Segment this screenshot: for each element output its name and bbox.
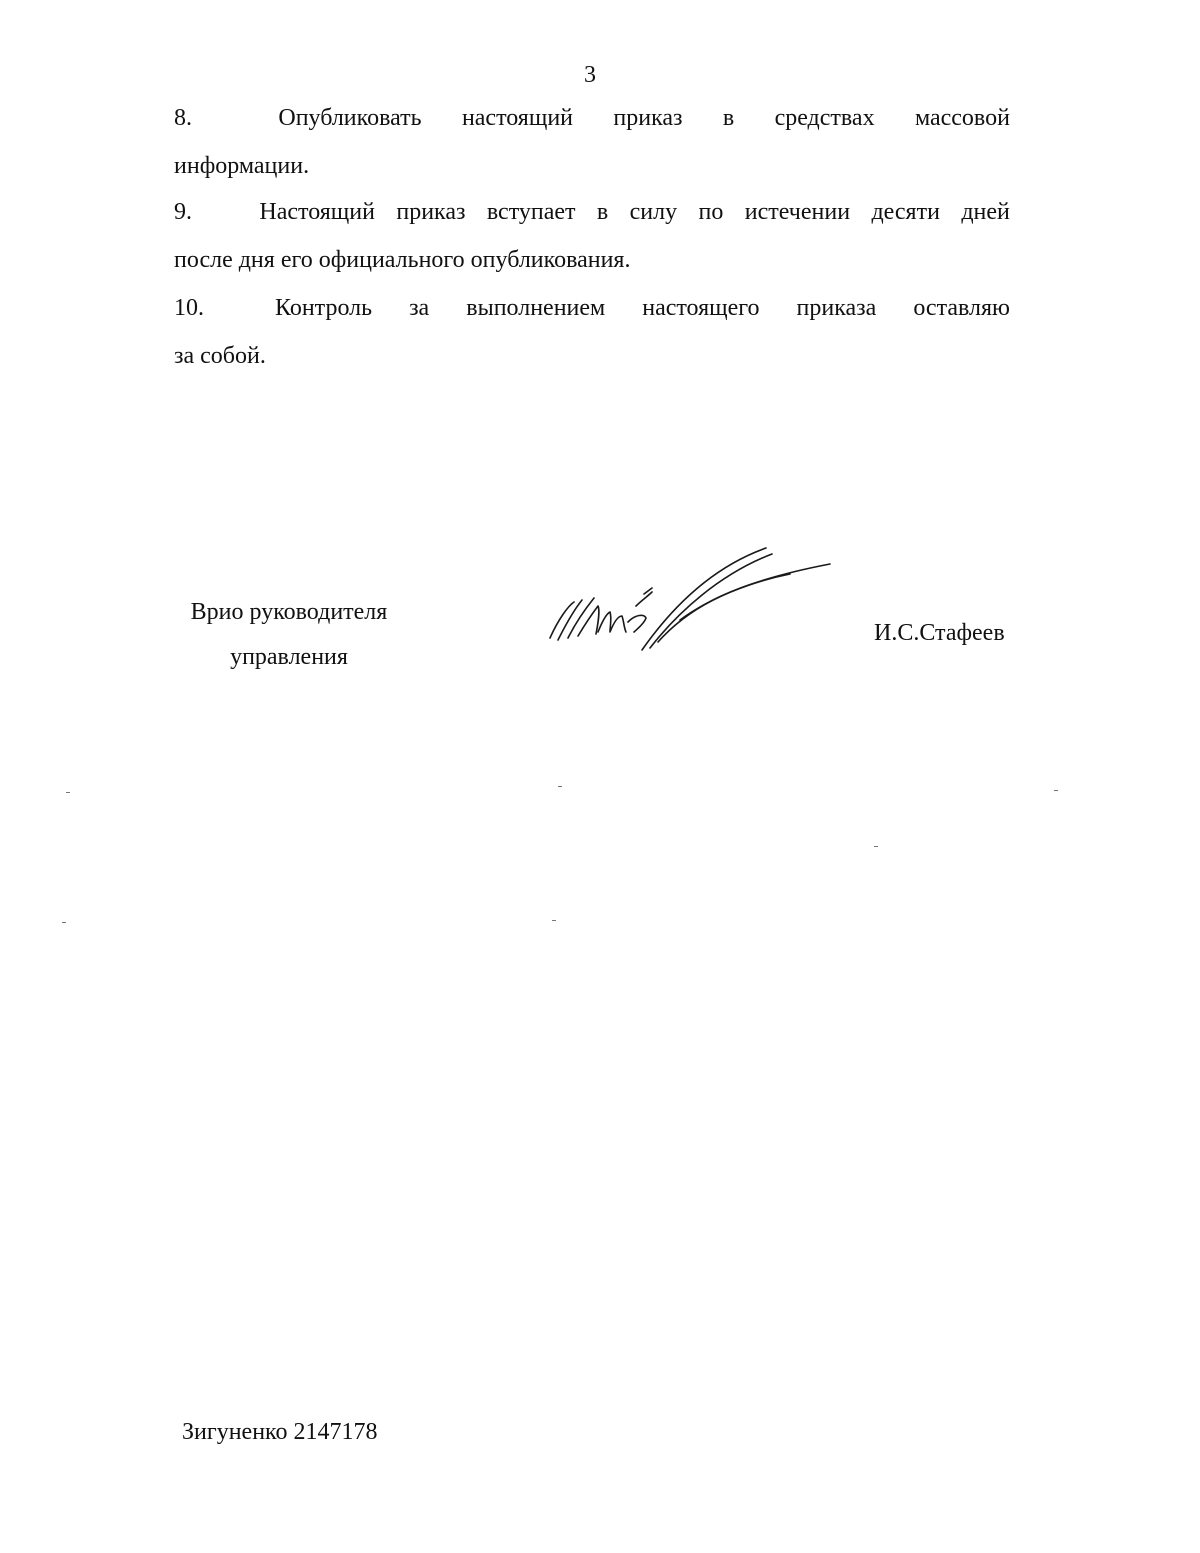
- word: по: [698, 199, 724, 225]
- word: средствах: [774, 105, 875, 131]
- word: оставляю: [913, 295, 1010, 321]
- scan-speck: [558, 786, 562, 787]
- signatory-position: [184, 590, 394, 680]
- paragraph-10-first-line: [174, 284, 1010, 332]
- paragraph-number: 10.: [174, 295, 204, 321]
- word: Настоящий: [259, 199, 375, 225]
- word: приказ: [396, 199, 466, 225]
- paragraph-number: 9.: [174, 199, 192, 225]
- scan-speck: [1054, 790, 1058, 791]
- paragraph-10-continuation: за собой.: [174, 343, 266, 369]
- word: дней: [961, 199, 1010, 225]
- word: за: [409, 295, 430, 321]
- word: настоящий: [461, 105, 574, 131]
- scan-speck: [62, 922, 66, 923]
- word: выполнением: [466, 295, 606, 321]
- handwritten-signature: [540, 540, 840, 670]
- word: настоящего: [642, 295, 760, 321]
- word: приказ: [613, 105, 683, 131]
- word: силу: [629, 199, 678, 225]
- paragraph-10: [174, 284, 1010, 380]
- scan-speck: [66, 792, 70, 793]
- signer-name: И.С.Стафеев: [874, 620, 1005, 646]
- word: вступает: [486, 199, 576, 225]
- page-number: 3: [584, 62, 596, 88]
- signatory-position-line-2: управления: [230, 644, 348, 670]
- word: приказа: [796, 295, 877, 321]
- word: в: [722, 105, 735, 131]
- paragraph-8-first-line: [174, 94, 1010, 142]
- paragraph-number: 8.: [174, 105, 192, 131]
- word: десяти: [871, 199, 940, 225]
- signatory-position-line-1: Врио руководителя: [190, 599, 388, 625]
- word: Опубликовать: [278, 105, 422, 131]
- scan-speck: [874, 846, 878, 847]
- scan-speck: [552, 920, 556, 921]
- paragraph-8-continuation: информации.: [174, 153, 310, 179]
- paragraph-8: [174, 94, 1010, 190]
- word: в: [596, 199, 609, 225]
- word: Контроль: [275, 295, 373, 321]
- paragraph-9-first-line: [174, 188, 1010, 236]
- executor-contact: Зигуненко 2147178: [182, 1419, 378, 1445]
- paragraph-9-continuation: после дня его официального опубликования.: [174, 247, 631, 273]
- word: массовой: [914, 105, 1010, 131]
- paragraph-9: [174, 188, 1010, 284]
- word: истечении: [744, 199, 851, 225]
